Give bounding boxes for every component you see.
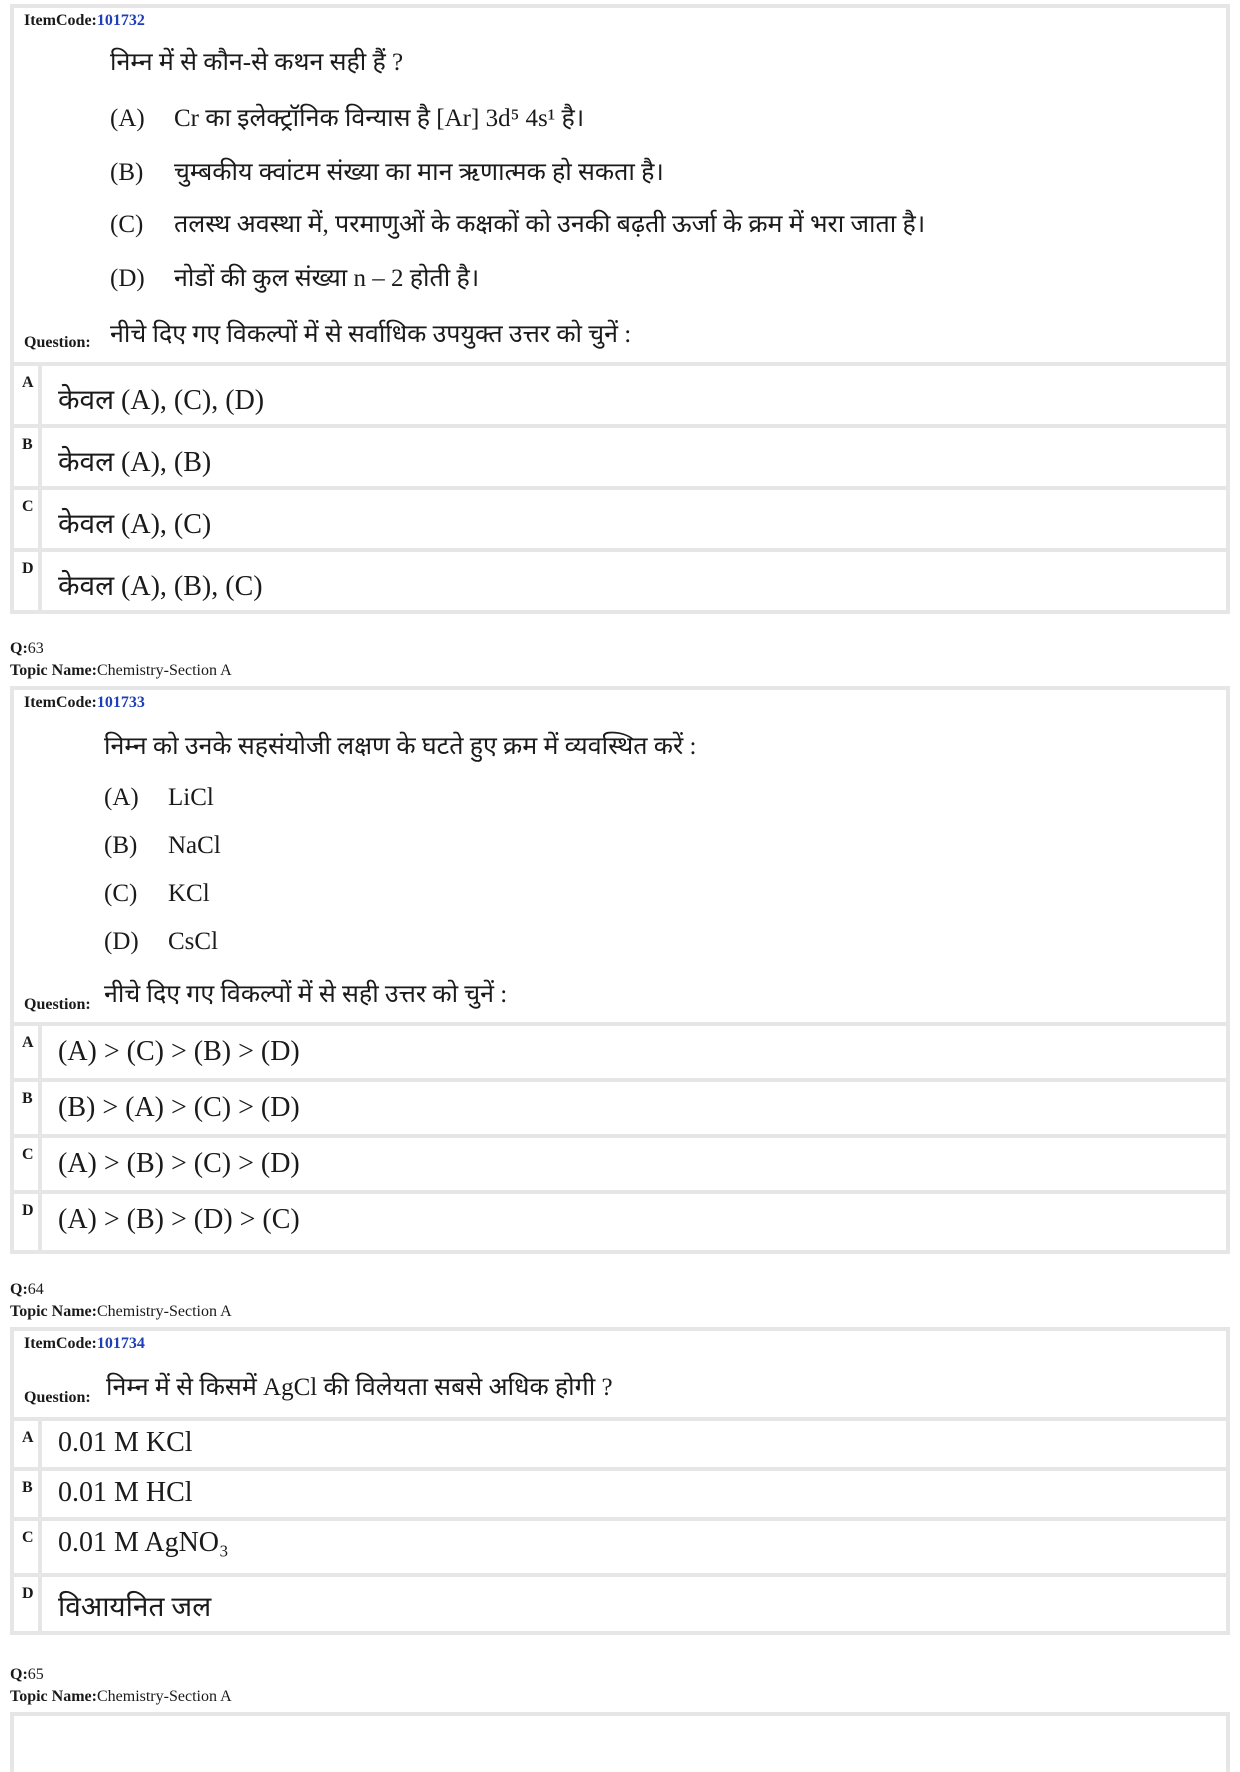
question-62-box <box>10 4 1230 614</box>
option-text: (B) > (A) > (C) > (D) <box>58 1092 300 1123</box>
option-letter: B <box>14 428 42 486</box>
question-label: Question: <box>24 996 91 1013</box>
question-63-box <box>10 686 1230 1254</box>
statement-d: (D) CsCl <box>104 928 219 955</box>
option-a[interactable] <box>14 1022 1226 1078</box>
topic-name: Topic Name:Chemistry-Section A <box>10 1303 232 1320</box>
question-65-box <box>10 1712 1230 1772</box>
question-label: Question: <box>24 1389 91 1406</box>
option-c[interactable] <box>14 486 1226 548</box>
option-letter: C <box>14 1138 42 1190</box>
question-number: Q:64 <box>10 1281 44 1298</box>
option-letter: B <box>14 1471 42 1517</box>
statement-c: (C) तलस्थ अवस्था में, परमाणुओं के कक्षकों को उनकी बढ़ती ऊर्जा के क्रम में भरा जाता है। <box>110 211 926 238</box>
question-number: Q:65 <box>10 1666 44 1683</box>
option-letter: C <box>14 490 42 548</box>
option-letter: D <box>14 1577 42 1631</box>
statement-d: (D) नोडों की कुल संख्या n – 2 होती है। <box>110 265 480 292</box>
statement-c: (C) KCl <box>104 880 210 907</box>
option-c[interactable] <box>14 1517 1226 1573</box>
question-text: नीचे दिए गए विकल्पों में से सही उत्तर को चुनें : <box>104 981 508 1008</box>
question-stem: निम्न को उनके सहसंयोजी लक्षण के घटते हुए क्रम में व्यवस्थित करें : <box>104 733 697 760</box>
question-label: Question: <box>24 334 91 351</box>
statement-b: (B) NaCl <box>104 832 221 859</box>
statement-a: (A) Cr का इलेक्ट्रॉनिक विन्यास है [Ar] 3d⁵ 4s¹ है। <box>110 105 585 132</box>
option-a[interactable] <box>14 362 1226 424</box>
option-text: केवल (A), (B) <box>58 447 212 478</box>
option-text: केवल (A), (C) <box>58 509 212 540</box>
option-text: 0.01 M KCl <box>58 1427 193 1458</box>
question-text: नीचे दिए गए विकल्पों में से सर्वाधिक उपयुक्त उत्तर को चुनें : <box>110 321 632 348</box>
option-letter: B <box>14 1082 42 1134</box>
question-64-box <box>10 1327 1230 1635</box>
option-a[interactable] <box>14 1417 1226 1467</box>
question-text: निम्न में से किसमें AgCl की विलेयता सबसे अधिक होगी ? <box>106 1374 613 1401</box>
option-c[interactable] <box>14 1134 1226 1190</box>
option-b[interactable] <box>14 424 1226 486</box>
statement-a: (A) LiCl <box>104 784 214 811</box>
option-letter: D <box>14 1194 42 1250</box>
option-text: (A) > (B) > (D) > (C) <box>58 1204 300 1235</box>
option-letter: A <box>14 1026 42 1078</box>
option-text: 0.01 M AgNO₃ <box>58 1527 229 1558</box>
option-b[interactable] <box>14 1078 1226 1134</box>
statement-b: (B) चुम्बकीय क्वांटम संख्या का मान ऋणात्मक हो सकता है। <box>110 159 664 186</box>
option-d[interactable] <box>14 1573 1226 1631</box>
option-text: (A) > (C) > (B) > (D) <box>58 1036 300 1067</box>
item-code: ItemCode:101734 <box>24 1335 145 1352</box>
option-letter: D <box>14 552 42 610</box>
question-number: Q:63 <box>10 640 44 657</box>
question-stem: निम्न में से कौन-से कथन सही हैं ? <box>110 49 404 76</box>
option-text: विआयनित जल <box>58 1592 212 1623</box>
option-letter: A <box>14 366 42 424</box>
option-text: केवल (A), (C), (D) <box>58 385 265 416</box>
topic-name: Topic Name:Chemistry-Section A <box>10 1688 232 1705</box>
option-d[interactable] <box>14 548 1226 610</box>
option-text: (A) > (B) > (C) > (D) <box>58 1148 300 1179</box>
item-code: ItemCode:101733 <box>24 694 145 711</box>
option-letter: A <box>14 1421 42 1467</box>
topic-name: Topic Name:Chemistry-Section A <box>10 662 232 679</box>
option-d[interactable] <box>14 1190 1226 1250</box>
option-b[interactable] <box>14 1467 1226 1517</box>
option-text: 0.01 M HCl <box>58 1477 193 1508</box>
option-letter: C <box>14 1521 42 1573</box>
option-text: केवल (A), (B), (C) <box>58 571 263 602</box>
item-code: ItemCode:101732 <box>24 12 145 29</box>
